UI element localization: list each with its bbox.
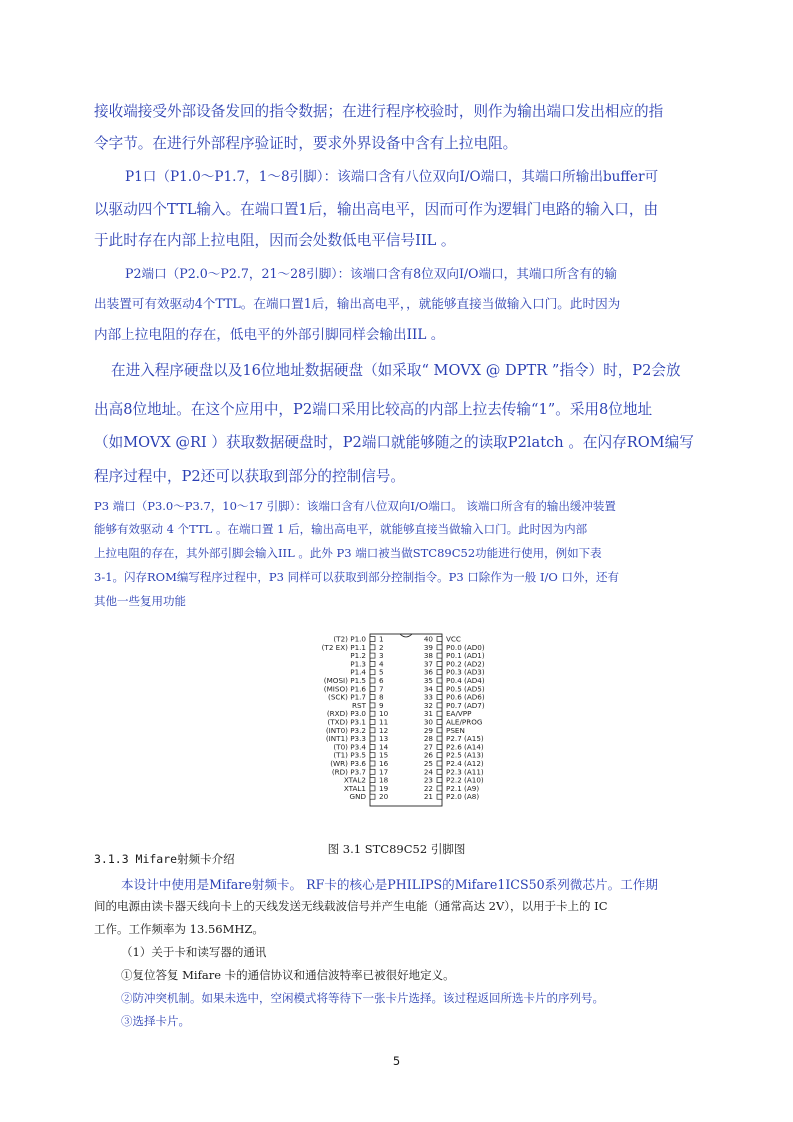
pin-box [437, 678, 442, 683]
pin-number: 30 [423, 717, 433, 727]
paragraph-text: P1口（P1.0～P1.7，1～8引脚）：该端口含有八位双向I/O端口，其端口所输出buffer可 [125, 169, 659, 185]
pin-box [370, 695, 375, 700]
pin-number: 9 [379, 700, 384, 710]
pin-number: 34 [423, 684, 433, 694]
paragraph-text: 出装置可有效驱动4个TTL。在端口置1后，输出高电平，，就能够直接当做输入口门。此时因为 [94, 296, 621, 311]
pin-label: VCC [446, 634, 461, 644]
pin-box [437, 711, 442, 716]
pin-label: XTAL2 [343, 775, 366, 785]
pin-number: 7 [379, 684, 384, 694]
page-number: 5 [392, 1053, 401, 1068]
chip-notch [400, 634, 412, 637]
pin-label: (INT1) P3.3 [325, 734, 366, 744]
pin-box [370, 670, 375, 675]
pin-number: 13 [379, 734, 389, 744]
pin-box [370, 720, 375, 725]
pin-number: 29 [423, 725, 433, 735]
pin-box [437, 703, 442, 708]
pin-number: 6 [379, 676, 384, 685]
paragraph-text: 程序过程中，P2还可以获取到部分的控制信号。 [94, 468, 405, 485]
list-item: ①复位答复 Mifare 卡的通信协议和通信波特率已被很好地定义。 [121, 968, 455, 982]
pin-number: 10 [379, 709, 389, 719]
paragraph-text: 上拉电阻的存在，其外部引脚会输入IIL 。此外 P3 端口被当做STC89C52功能进行使用，例如下表 [94, 546, 602, 560]
pin-box [370, 761, 375, 766]
pin-number: 27 [423, 742, 433, 752]
pin-number: 40 [423, 634, 433, 644]
pin-box [370, 786, 375, 791]
paragraph-text: 3-1。闪存ROM编写程序过程中，P3 同样可以获取到部分控制指令。P3 口除作为一般 I/O 口外，还有 [94, 570, 619, 584]
pin-box [437, 720, 442, 725]
list-item: ③选择卡片。 [121, 1014, 190, 1028]
paragraph-text: P3 端口（P3.0～P3.7，10～17 引脚）：该端口含有八位双向I/O端口。 该端口所含有的输出缓冲装置 [94, 499, 616, 513]
pin-label: P0.5 (AD5) [446, 684, 485, 694]
pin-number: 12 [379, 725, 389, 735]
pin-number: 1 [379, 634, 384, 644]
pin-box [370, 637, 375, 642]
pin-label: (RXD) P3.0 [326, 709, 366, 719]
pin-number: 18 [379, 775, 389, 785]
pin-box [370, 703, 375, 708]
pin-label: P2.0 (A8) [446, 792, 480, 802]
pin-box [437, 778, 442, 783]
pin-box [370, 736, 375, 741]
pin-box [437, 653, 442, 658]
pin-number: 33 [423, 692, 433, 702]
pin-label: P0.1 (AD1) [446, 651, 485, 661]
pin-label: EA/VPP [446, 709, 472, 719]
pin-box [370, 661, 375, 666]
pin-number: 14 [379, 742, 389, 752]
paragraph-text: 令字节。在进行外部程序验证时，要求外界设备中含有上拉电阻。 [94, 135, 518, 152]
pin-box [370, 753, 375, 758]
pin-label: XTAL1 [343, 783, 366, 793]
pin-box [370, 794, 375, 799]
pin-box [437, 761, 442, 766]
pin-number: 38 [423, 651, 433, 661]
pin-number: 32 [423, 700, 433, 710]
pin-box [437, 753, 442, 758]
pin-label: RST [352, 700, 366, 710]
pin-number: 25 [423, 759, 433, 768]
pin-box [370, 711, 375, 716]
pin-box [437, 744, 442, 749]
pin-box [370, 769, 375, 774]
pin-label: P2.4 (A12) [446, 759, 484, 768]
pin-number: 39 [423, 642, 433, 652]
paragraph-text: 其他一些复用功能 [94, 594, 186, 608]
pin-box [437, 645, 442, 650]
pin-label: (T1) P3.5 [333, 750, 366, 760]
pin-label: (WR) P3.6 [330, 759, 366, 768]
pin-number: 8 [379, 692, 384, 702]
pin-label: P0.3 (AD3) [446, 667, 485, 677]
pin-label: GND [349, 792, 366, 802]
list-item: ②防冲突机制。如果未选中，空闲模式将等待下一张卡片选择。该过程返回所选卡片的序列号。 [121, 991, 604, 1005]
pin-number: 20 [379, 792, 389, 802]
pin-label: (MOSI) P1.5 [323, 676, 366, 685]
pin-box [437, 661, 442, 666]
pin-number: 26 [423, 750, 433, 760]
pin-box [370, 645, 375, 650]
pin-box [370, 744, 375, 749]
pin-box [437, 736, 442, 741]
pin-label: P0.0 (AD0) [446, 642, 485, 652]
list-item: （1）关于卡和读写器的通讯 [121, 945, 267, 959]
pin-box [437, 769, 442, 774]
pin-box [437, 637, 442, 642]
pin-label: P0.6 (AD6) [446, 692, 485, 702]
pin-number: 5 [379, 667, 384, 677]
pin-box [370, 728, 375, 733]
pin-number: 31 [423, 709, 433, 719]
pin-box [437, 695, 442, 700]
pin-label: (T2 EX) P1.1 [321, 642, 366, 652]
paragraph-text: 以驱动四个TTL输入。在端口置1后，输出高电平，因而可作为逻辑门电路的输入口，由 [94, 201, 659, 218]
pin-label: P0.2 (AD2) [446, 659, 485, 669]
pin-box [370, 778, 375, 783]
pin-number: 19 [379, 783, 389, 793]
pin-label: P2.3 (A11) [446, 767, 484, 777]
pin-box [437, 686, 442, 691]
pin-label: (RD) P3.7 [331, 767, 366, 777]
pin-number: 28 [423, 734, 433, 744]
pin-label: (SCK) P1.7 [328, 692, 366, 702]
pin-label: P2.2 (A10) [446, 775, 484, 785]
paragraph-text: 能够有效驱动 4 个TTL 。在端口置 1 后，输出高电平，就能够直接当做输入口门。此时因为内部 [94, 522, 588, 536]
pin-number: 22 [423, 783, 433, 793]
pin-label: P0.7 (AD7) [446, 700, 485, 710]
pin-label: PSEN [446, 725, 465, 735]
pin-label: P1.3 [350, 659, 366, 669]
pin-number: 16 [379, 759, 389, 768]
pin-label: P2.7 (A15) [446, 734, 484, 744]
paragraph-text: 出高8位地址。在这个应用中，P2端口采用比较高的内部上拉去传输“1”。采用8位地址 [94, 401, 653, 418]
pin-box [437, 728, 442, 733]
chip-pinout-svg [300, 630, 520, 810]
pin-number: 15 [379, 750, 389, 760]
pin-number: 35 [423, 676, 433, 685]
pin-label: (INT0) P3.2 [325, 725, 366, 735]
pin-number: 24 [423, 767, 433, 777]
pin-label: (MISO) P1.6 [323, 684, 366, 694]
pin-box [370, 678, 375, 683]
paragraph-text: P2端口（P2.0～P2.7，21～28引脚）：该端口含有8位双向I/O端口，其端口所含有的输 [125, 266, 618, 281]
pin-label: (TXD) P3.1 [327, 717, 366, 727]
paragraph-text: （如MOVX @RI ）获取数据硬盘时，P2端口就能够随之的读取P2latch 。在闪存ROM编写 [94, 434, 694, 451]
paragraph-text: 于此时存在内部上拉电阻，因而会处数低电平信号IIL 。 [94, 232, 456, 249]
pin-number: 3 [379, 651, 384, 661]
figure-caption: 图 3.1 STC89C52 引脚图 [327, 841, 466, 856]
paragraph-text: 内部上拉电阻的存在，低电平的外部引脚同样会输出IIL 。 [94, 327, 445, 343]
pin-number: 4 [379, 659, 384, 669]
pin-label: P0.4 (AD4) [446, 676, 485, 685]
pin-label: P2.1 (A9) [446, 783, 480, 793]
pin-number: 21 [423, 792, 433, 802]
pin-box [437, 794, 442, 799]
section-heading: 3.1.3 Mifare射频卡介绍 [94, 852, 235, 866]
pin-label: P1.2 [350, 651, 366, 661]
pin-number: 11 [379, 717, 389, 727]
pin-number: 36 [423, 667, 433, 677]
paragraph-text: 间的电源由读卡器天线向卡上的天线发送无线载波信号并产生电能（通常高达 2V），以用于卡上的 IC [94, 899, 608, 913]
pin-label: (T0) P3.4 [333, 742, 366, 752]
paragraph-text: 在进入程序硬盘以及16位地址数据硬盘（如采取“ MOVX @ DPTR ”指令）时，P2会放 [111, 362, 681, 379]
pin-number: 37 [423, 659, 433, 669]
paragraph-text: 本设计中使用是Mifare射频卡。 RF卡的核心是PHILIPS的Mifare1ICS50系列微芯片。工作期 [121, 877, 658, 892]
pin-label: P2.6 (A14) [446, 742, 484, 752]
pin-label: ALE/PROG [446, 717, 483, 727]
paragraph-text: 接收端接受外部设备发回的指令数据；在进行程序校验时，则作为输出端口发出相应的指 [94, 103, 664, 120]
pin-label: P1.4 [350, 667, 366, 677]
pin-number: 17 [379, 767, 389, 777]
pin-label: (T2) P1.0 [333, 634, 366, 644]
pin-label: P2.5 (A13) [446, 750, 484, 760]
pin-box [437, 670, 442, 675]
paragraph-text: 工作。工作频率为 13.56MHZ。 [94, 922, 264, 936]
pin-number: 23 [423, 775, 433, 785]
pin-box [370, 653, 375, 658]
chip-pinout-figure [300, 630, 520, 810]
pin-box [370, 686, 375, 691]
pin-number: 2 [379, 642, 384, 652]
pin-box [437, 786, 442, 791]
